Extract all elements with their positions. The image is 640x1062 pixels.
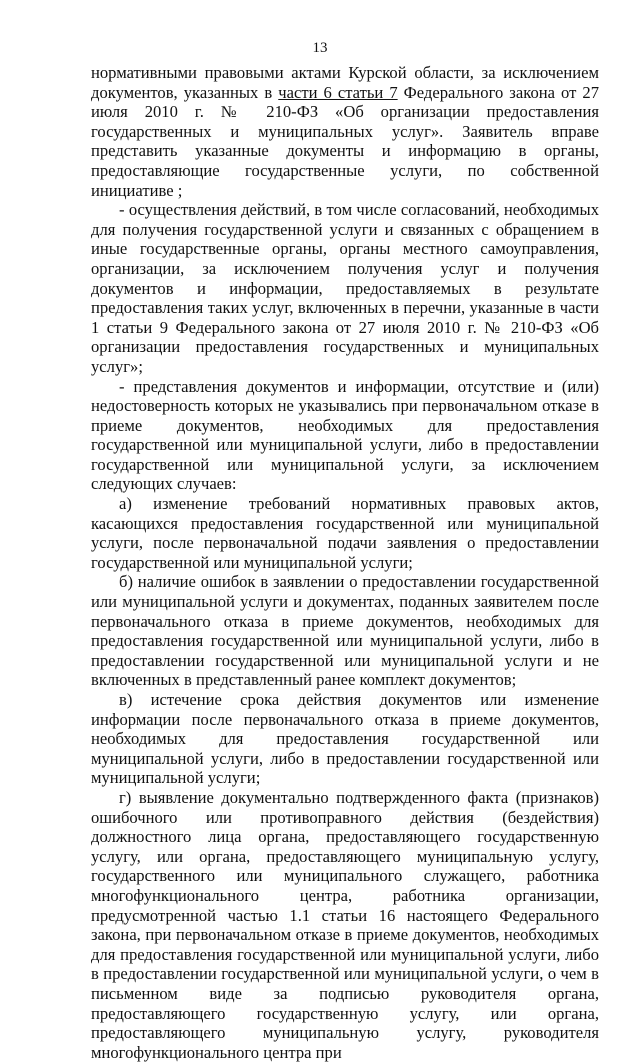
list-item-b: б) наличие ошибок в заявлении о предоставлении государственной или муниципальной услуги и документах, поданных заявителем после первоначального отказа в приеме документов, необходимых для предоставления государственной или муниципальной услуги, либо в предоставлении государственной или муниципальной услуги и не включенных в представленный ранее комплект документов; (91, 572, 599, 690)
page-number: 13 (312, 40, 328, 56)
list-item-v: в) истечение срока действия документов или изменение информации после первоначального отказа в приеме документов, необходимых для предоставления государственной или муниципальной услуги, либо в предоставлении государственной или муниципальной услуги; (91, 690, 599, 788)
list-item-g: г) выявление документально подтвержденного факта (признаков) ошибочного или противоправного действия (бездействия) должностного лица органа, предоставляющего государственную услугу, или органа, предоставляющего муниципальную услугу, государственного или муниципального служащего, работника многофункционального центра, работника организации, предусмотренной частью 1.1 статьи 16 настоящего Федерального закона, при первоначальном отказе в приеме документов, необходимых для предоставления государственной или муниципальной услуги, либо в предоставлении государственной или муниципальной услуги, о чем в письменном виде за подписью руководителя органа, предоставляющего государственную услугу, или органа, предоставляющего муниципальную услугу, руководителя многофункционального центра при (91, 787, 599, 1062)
list-item-a: а) изменение требований нормативных правовых актов, касающихся предоставления государственной или муниципальной услуги, после первоначальной подачи заявления о предоставлении государственной или муниципальной услуги; (91, 494, 599, 572)
law-reference-link[interactable]: части 6 статьи 7 (278, 82, 398, 102)
paragraph-text: нормативными правовыми актами Курской области, за исключением документов, указанных в (91, 63, 599, 102)
paragraph-text: Федерального закона от 27 июля 2010 г. № 210-ФЗ «Об организации предоставления государственных и муниципальных услуг». Заявитель вправе представить указанные документы и информацию в органы, предоставляющие государственные услуги, по собственной инициативе ; (91, 82, 599, 200)
paragraph-continuation (91, 63, 599, 200)
paragraph-documents: - представления документов и информации, отсутствие и (или) недостоверность которых не указывались при первоначальном отказе в приеме документов, необходимых для предоставления государственной или муниципальной услуги, либо в предоставлении государственной или муниципальной услуги, за исключением следующих случаев: (91, 376, 599, 494)
paragraph-actions: - осуществления действий, в том числе согласований, необходимых для получения государственной услуги и связанных с обращением в иные государственные органы, органы местного самоуправления, организации, за исключением получения услуг и получения документов и информации, предоставляемых в результате предоставления таких услуг, включенных в перечни, указанные в части 1 статьи 9 Федерального закона от 27 июля 2010 г. № 210-ФЗ «Об организации предоставления государственных и муниципальных услуг»; (91, 200, 599, 376)
body-text (91, 63, 599, 1062)
